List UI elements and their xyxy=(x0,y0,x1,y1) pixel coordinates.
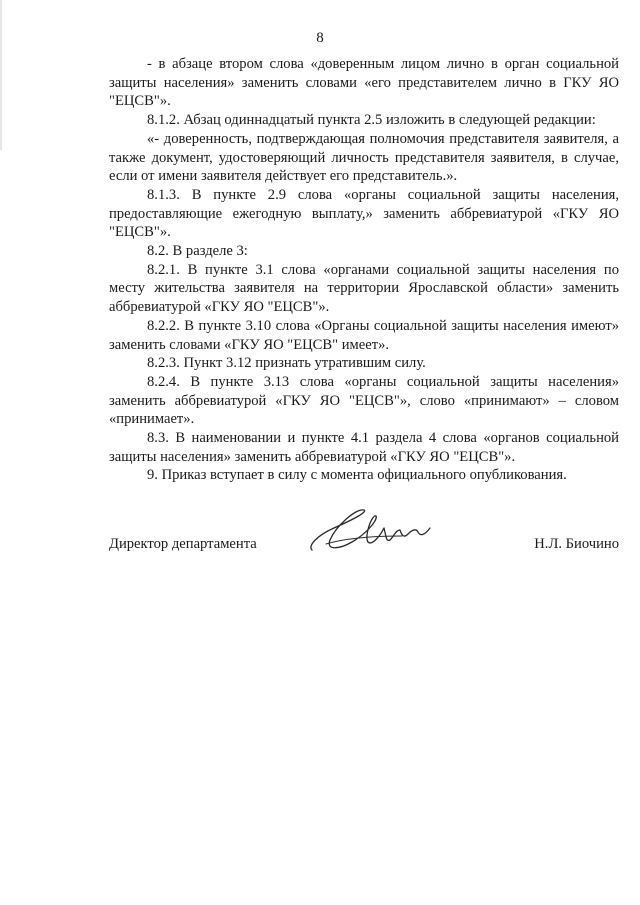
paragraph-abzac-vtoroy: - в абзаце втором слова «доверенным лицом лично в орган социальной защиты населения» заменить словами «его представителем лично в ГКУ ЯО "ЕЦСВ"». xyxy=(109,56,619,110)
page-number: 8 xyxy=(316,30,324,46)
paragraph-8-2-1: 8.2.1. В пункте 3.1 слова «органами социальной защиты населения по месту жительства заявителя на территории Ярославской области» заменить аббревиатурой «ГКУ ЯО "ЕЦСВ"». xyxy=(109,261,619,316)
signature-block xyxy=(109,536,619,556)
paragraph-8-1-2: 8.1.2. Абзац одиннадцатый пункта 2.5 изложить в следующей редакции: xyxy=(147,112,596,129)
paragraph-8-2-2: 8.2.2. В пункте 3.10 слова «Органы социальной защиты населения имеют» заменить словами «ГКУ ЯО "ЕЦСВ" имеет». xyxy=(109,317,619,353)
paragraph-8-1-3: 8.1.3. В пункте 2.9 слова «органы социальной защиты населения, предоставляющие ежегодную выплату,» заменить аббревиатурой «ГКУ ЯО "ЕЦСВ"». xyxy=(109,186,619,241)
paragraph-8-2-4: 8.2.4. В пункте 3.13 слова «органы социальной защиты населения» заменить аббревиатурой «ГКУ ЯО "ЕЦСВ"», слово «принимают» – словом «принимает». xyxy=(109,373,619,428)
signatory-name: Н.Л. Биочино xyxy=(534,536,619,552)
signatory-title: Директор департамента xyxy=(109,536,257,552)
document-body xyxy=(109,55,619,485)
paragraph-doverennost-quote: «- доверенность, подтверждающая полномочия представителя заявителя, а также документ, удостоверяющий личность представителя заявителя, в случае, если от имени заявителя действует его представитель.». xyxy=(109,130,619,185)
paragraph-8-3: 8.3. В наименовании и пункте 4.1 раздела 4 слова «органов социальной защиты населения» заменить аббревиатурой «ГКУ ЯО "ЕЦСВ"». xyxy=(109,430,619,465)
handwritten-signature xyxy=(306,506,436,556)
paragraph-8-2-3: 8.2.3. Пункт 3.12 признать утратившим силу. xyxy=(147,355,426,372)
scan-edge-shadow xyxy=(0,0,2,150)
paragraph-8-2: 8.2. В разделе 3: xyxy=(147,243,248,260)
paragraph-9: 9. Приказ вступает в силу с момента официального опубликования. xyxy=(147,467,567,484)
